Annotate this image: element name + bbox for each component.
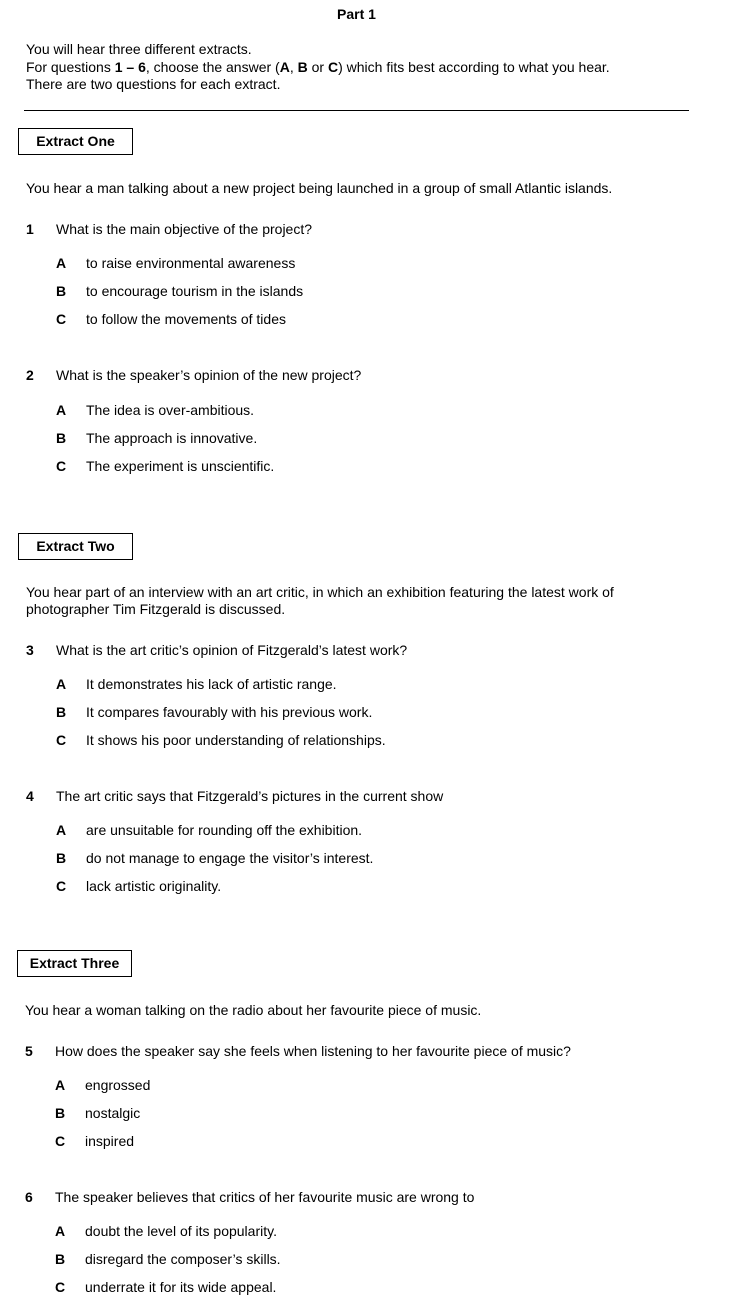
option-text: doubt the level of its popularity. bbox=[85, 1223, 277, 1239]
option-text: engrossed bbox=[85, 1077, 151, 1093]
option-letter: A bbox=[55, 1223, 66, 1239]
divider bbox=[24, 110, 689, 111]
option-letter: C bbox=[55, 1133, 66, 1149]
option-letter: A bbox=[56, 255, 67, 271]
instructions-line-3: There are two questions for each extract. bbox=[26, 76, 281, 92]
option-letter: B bbox=[55, 1105, 66, 1121]
option-text: disregard the composer’s skills. bbox=[85, 1251, 281, 1267]
question-number: 2 bbox=[26, 367, 34, 383]
extract-heading-one: Extract One bbox=[18, 128, 133, 155]
option-letter: C bbox=[56, 311, 67, 327]
question-number: 6 bbox=[25, 1189, 33, 1205]
option-text: nostalgic bbox=[85, 1105, 141, 1121]
option-letter: C bbox=[55, 1279, 66, 1295]
option-text: underrate it for its wide appeal. bbox=[85, 1279, 277, 1295]
option-letter: B bbox=[56, 283, 67, 299]
option-text: are unsuitable for rounding off the exhibition. bbox=[86, 822, 363, 838]
question-number: 5 bbox=[25, 1043, 33, 1059]
option-text: The experiment is unscientific. bbox=[86, 458, 275, 474]
option-letter: B bbox=[55, 1251, 66, 1267]
option-text: to raise environmental awareness bbox=[86, 255, 296, 271]
option-text: inspired bbox=[85, 1133, 135, 1149]
question-number: 3 bbox=[26, 642, 34, 658]
question-text: The speaker believes that critics of her favourite music are wrong to bbox=[55, 1189, 475, 1205]
question-text: The art critic says that Fitzgerald’s pictures in the current show bbox=[56, 788, 444, 804]
option-letter: C bbox=[56, 878, 67, 894]
question-text: What is the speaker’s opinion of the new project? bbox=[56, 367, 362, 383]
option-letter: B bbox=[56, 430, 67, 446]
question-text: How does the speaker say she feels when listening to her favourite piece of music? bbox=[55, 1043, 571, 1059]
option-letter: A bbox=[56, 402, 67, 418]
instructions-line-1: You will hear three different extracts. bbox=[26, 41, 252, 57]
option-text: to follow the movements of tides bbox=[86, 311, 286, 327]
option-letter: C bbox=[56, 732, 67, 748]
page-title: Part 1 bbox=[337, 6, 376, 22]
question-text: What is the art critic’s opinion of Fitzgerald’s latest work? bbox=[56, 642, 408, 658]
option-letter: B bbox=[56, 704, 67, 720]
option-text: do not manage to engage the visitor’s interest. bbox=[86, 850, 374, 866]
option-text: to encourage tourism in the islands bbox=[86, 283, 304, 299]
option-text: It demonstrates his lack of artistic range. bbox=[86, 676, 337, 692]
option-text: The approach is innovative. bbox=[86, 430, 258, 446]
question-number: 1 bbox=[26, 221, 34, 237]
extract-context-two: You hear part of an interview with an art critic, in which an exhibition featuring the latest work of photographer Tim Fitzgerald is discussed. bbox=[26, 584, 614, 617]
option-text: It shows his poor understanding of relationships. bbox=[86, 732, 386, 748]
option-letter: A bbox=[55, 1077, 66, 1093]
option-text: The idea is over-ambitious. bbox=[86, 402, 255, 418]
instructions-line-2: For questions 1 – 6, choose the answer (A, B or C) which fits best according to what you hear. bbox=[26, 59, 610, 75]
option-text: It compares favourably with his previous work. bbox=[86, 704, 373, 720]
option-text: lack artistic originality. bbox=[86, 878, 222, 894]
option-letter: B bbox=[56, 850, 67, 866]
extract-context-one: You hear a man talking about a new project being launched in a group of small Atlantic islands. bbox=[26, 180, 613, 196]
question-text: What is the main objective of the project? bbox=[56, 221, 313, 237]
option-letter: A bbox=[56, 822, 67, 838]
option-letter: C bbox=[56, 458, 67, 474]
question-number: 4 bbox=[26, 788, 34, 804]
option-letter: A bbox=[56, 676, 67, 692]
extract-heading-three: Extract Three bbox=[17, 950, 132, 977]
extract-heading-two: Extract Two bbox=[18, 533, 133, 560]
extract-context-three: You hear a woman talking on the radio about her favourite piece of music. bbox=[25, 1002, 482, 1018]
